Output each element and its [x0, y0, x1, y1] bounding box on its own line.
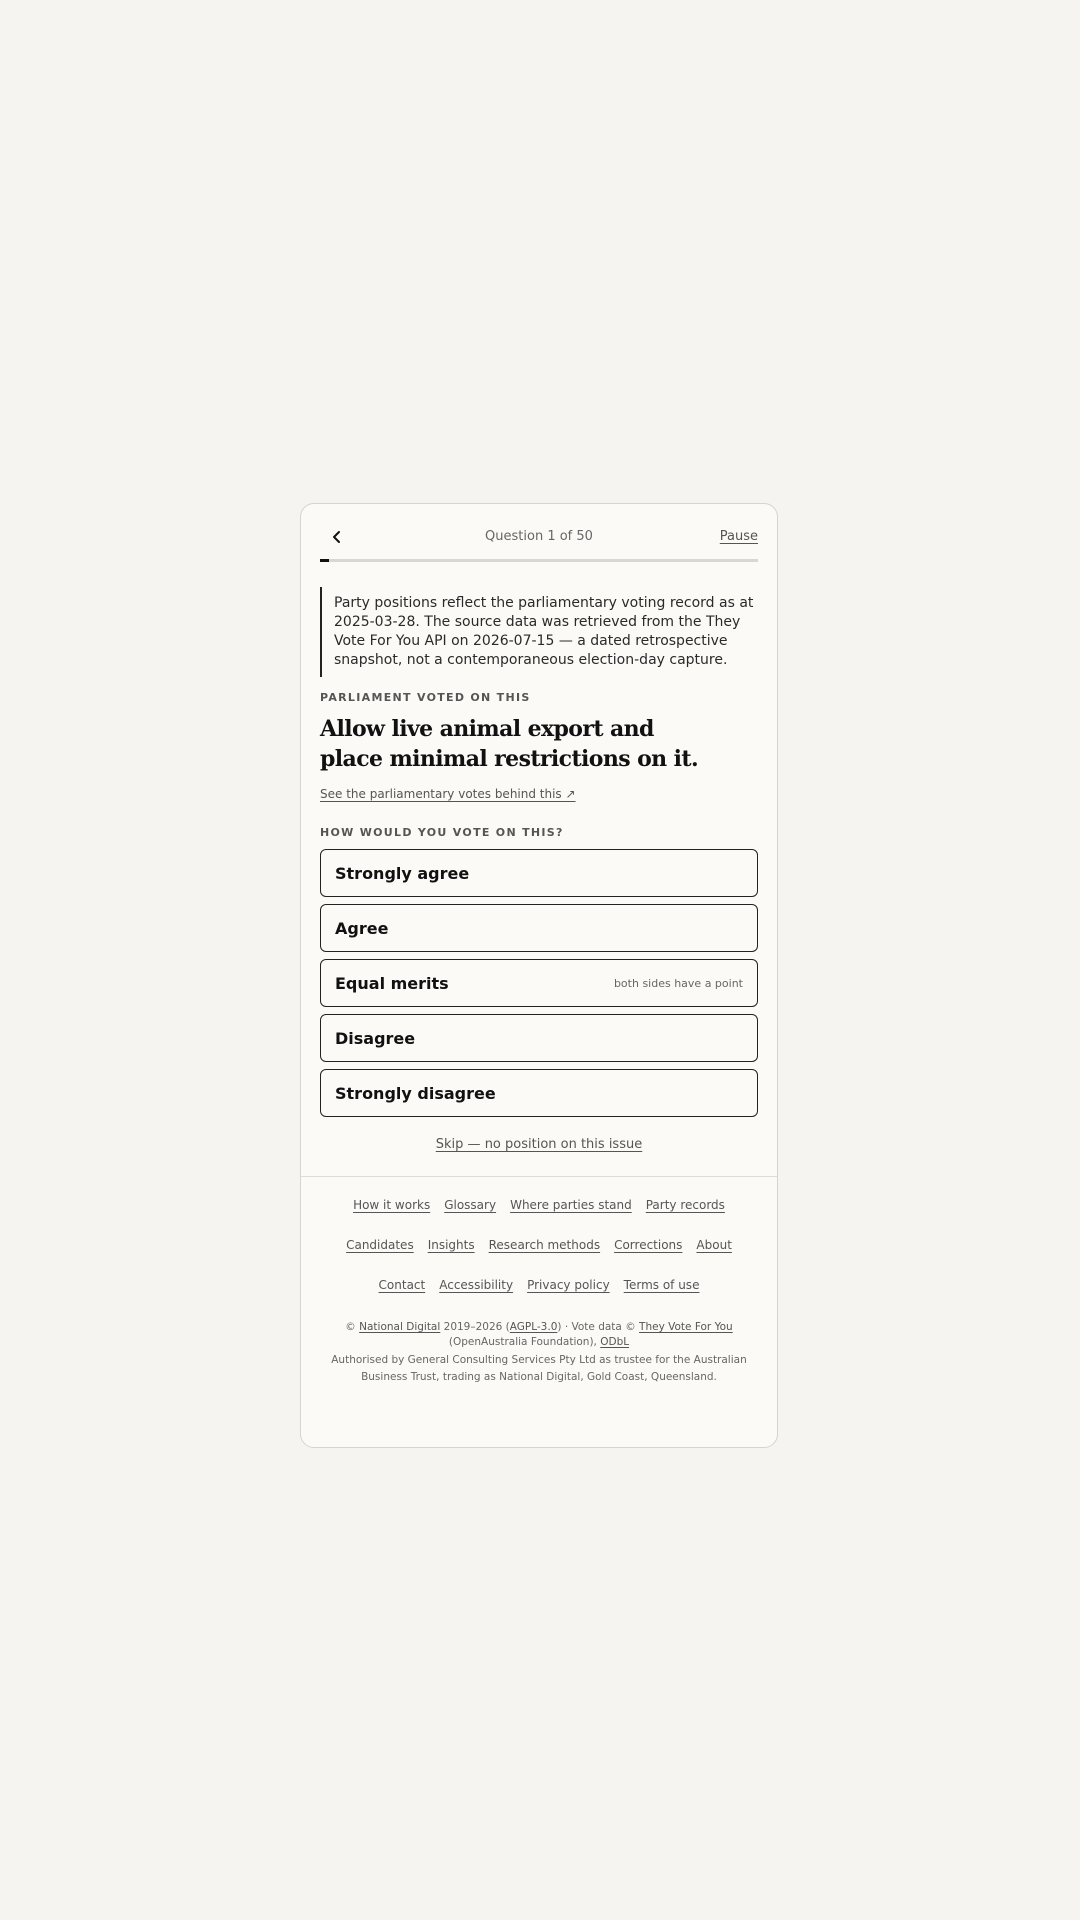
footer-link-where-parties-stand[interactable]: Where parties stand	[510, 1198, 632, 1212]
pause-button[interactable]: Pause	[719, 529, 758, 544]
footer-divider	[301, 1176, 777, 1177]
skip-button[interactable]: Skip — no position on this issue	[435, 1137, 643, 1152]
option-disagree-button[interactable]	[320, 1014, 758, 1062]
option-label: Strongly disagree	[335, 1084, 496, 1103]
option-agree-button[interactable]	[320, 904, 758, 952]
footer-link-corrections[interactable]: Corrections	[614, 1238, 683, 1252]
footer-link-contact[interactable]: Contact	[378, 1278, 426, 1292]
progress-bar	[320, 559, 758, 562]
they-vote-for-you-link[interactable]: They Vote For You	[639, 1321, 733, 1333]
question-counter: Question 1 of 50	[485, 529, 593, 544]
footer-link-insights[interactable]: Insights	[427, 1238, 475, 1252]
option-label: Disagree	[335, 1029, 416, 1048]
copyright-notice	[320, 1320, 758, 1350]
option-strongly-agree-button[interactable]	[320, 849, 758, 897]
skip-row	[301, 1137, 777, 1152]
footer-link-about[interactable]: About	[696, 1238, 732, 1252]
footer-links-row-3	[301, 1278, 777, 1292]
footer-link-privacy-policy[interactable]: Privacy policy	[527, 1278, 610, 1292]
footer-link-research-methods[interactable]: Research methods	[488, 1238, 601, 1252]
question-kicker: PARLIAMENT VOTED ON THIS	[320, 691, 531, 704]
option-label: Strongly agree	[335, 864, 470, 883]
agpl-license-link[interactable]: AGPL-3.0	[509, 1321, 558, 1333]
copyright-years: 2019–2026 (	[440, 1321, 510, 1333]
vote-prompt: HOW WOULD YOU VOTE ON THIS?	[320, 826, 564, 839]
national-digital-link[interactable]: National Digital	[359, 1321, 441, 1333]
progress-fill	[320, 559, 329, 562]
quiz-card	[300, 503, 778, 1448]
footer-link-terms-of-use[interactable]: Terms of use	[623, 1278, 700, 1292]
option-strongly-disagree-button[interactable]	[320, 1069, 758, 1117]
authorisation-notice: Authorised by General Consulting Services Pty Ltd as trustee for the Australian Business Trust, trading as National Digital, Gold Coast, Queensland.	[331, 1354, 747, 1383]
footer-link-party-records[interactable]: Party records	[645, 1198, 725, 1212]
copyright-prefix: ©	[345, 1321, 360, 1333]
option-label: Equal merits	[335, 974, 449, 993]
option-hint: both sides have a point	[613, 977, 743, 990]
quiz-header	[320, 522, 758, 552]
option-equal-merits-button[interactable]	[320, 959, 758, 1007]
footer-link-candidates[interactable]: Candidates	[346, 1238, 414, 1252]
data-owner: (OpenAustralia Foundation),	[448, 1336, 601, 1348]
footer-link-accessibility[interactable]: Accessibility	[439, 1278, 514, 1292]
parliamentary-votes-link[interactable]: See the parliamentary votes behind this ↗	[320, 787, 576, 801]
question-headline: Allow live animal export and place minimal restrictions on it.	[320, 716, 699, 772]
vote-options	[320, 849, 758, 1124]
footer-links-row-1	[301, 1198, 777, 1212]
option-label: Agree	[335, 919, 389, 938]
footer-link-how-it-works[interactable]: How it works	[353, 1198, 431, 1212]
footer-links-row-2	[301, 1238, 777, 1252]
odbl-license-link[interactable]: ODbL	[600, 1336, 630, 1348]
copyright-mid: ) · Vote data ©	[557, 1321, 640, 1333]
data-notice: Party positions reflect the parliamentary voting record as at 2025-03-28. The source data was retrieved from the They Vote For You API on 2026-07-15 — a dated retrospective snapshot, not a contemporaneous election-day capture.	[320, 587, 758, 677]
footer-link-glossary[interactable]: Glossary	[444, 1198, 497, 1212]
